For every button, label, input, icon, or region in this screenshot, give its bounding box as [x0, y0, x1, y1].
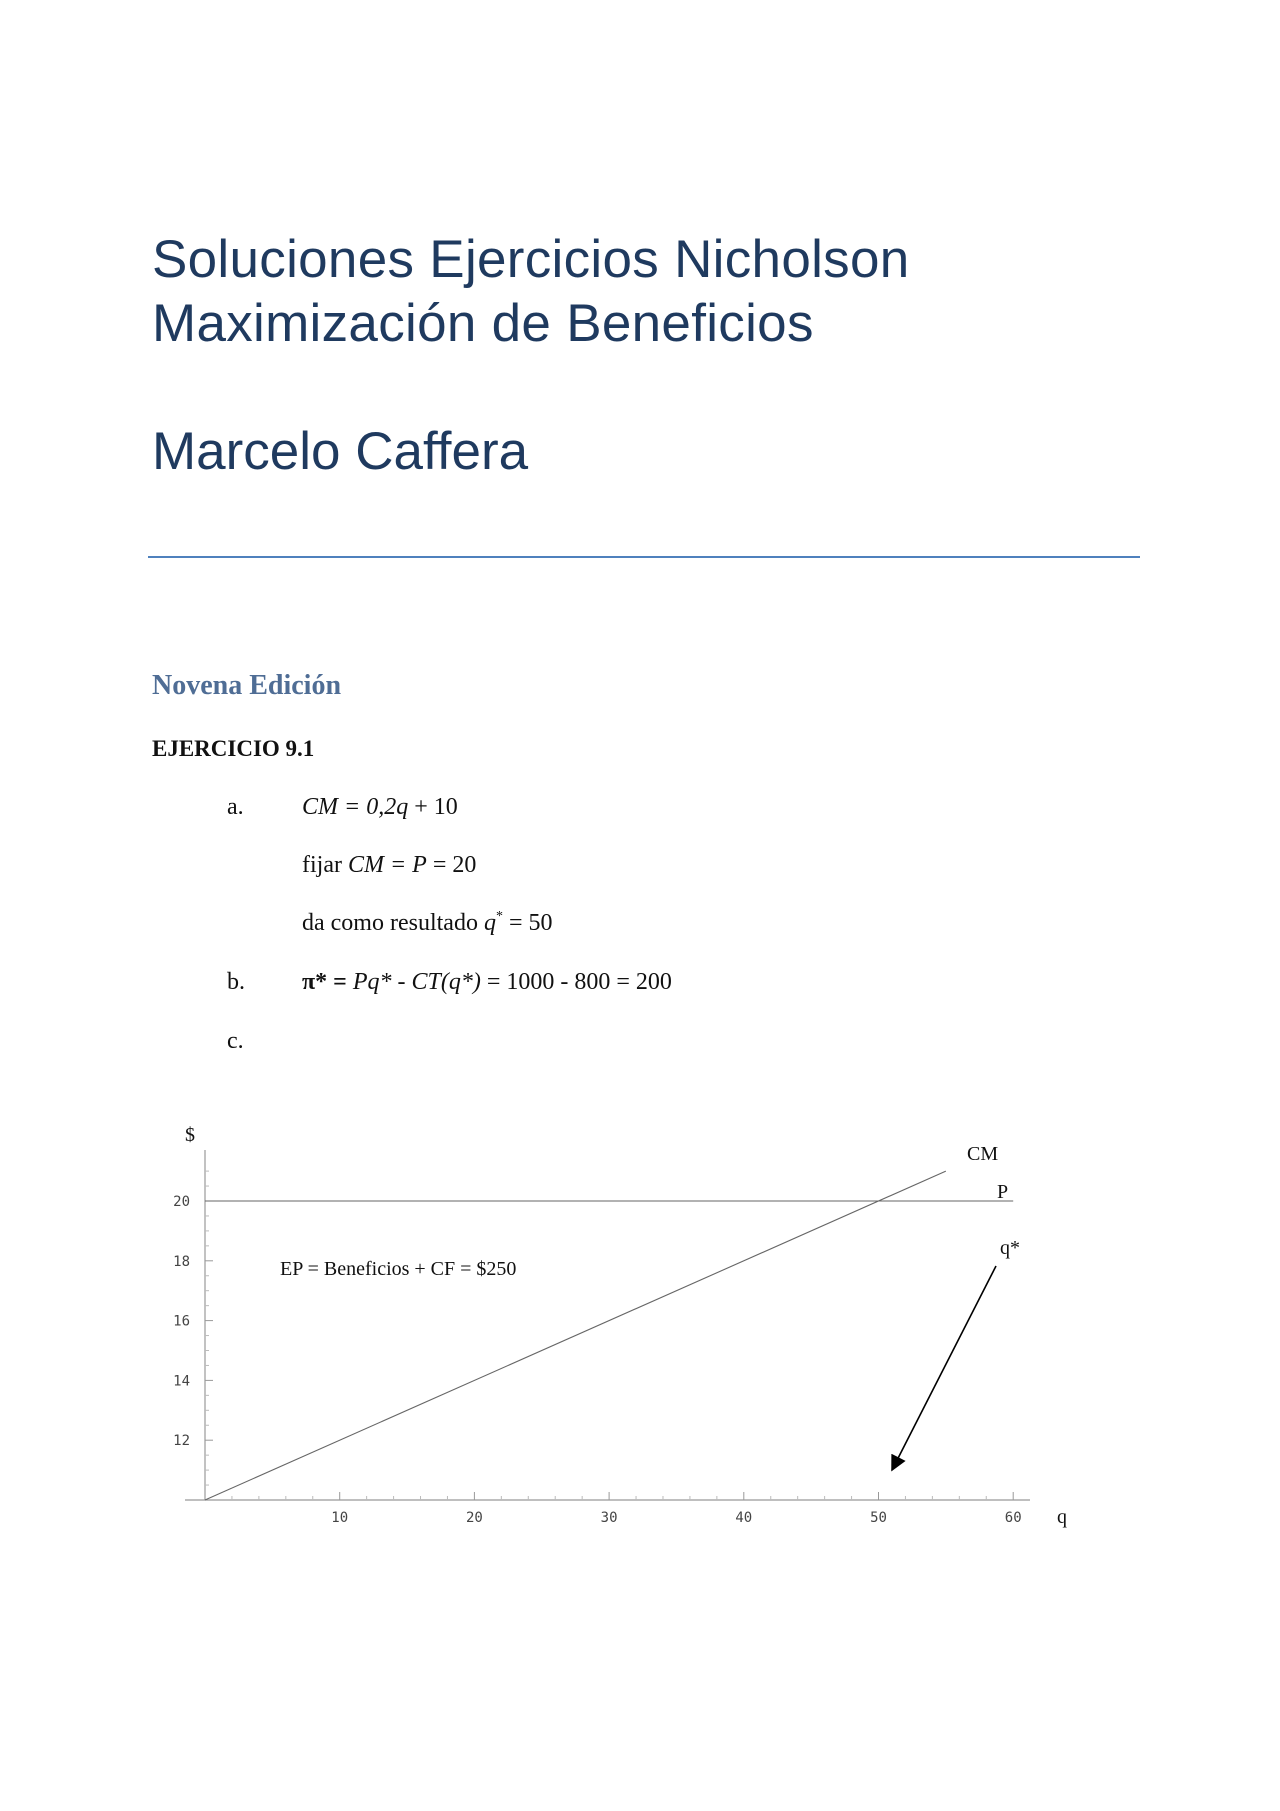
x-axis-label: q: [1057, 1506, 1067, 1528]
annotation-qstar-label: q*: [1000, 1237, 1020, 1259]
series-label-cm: CM: [967, 1143, 999, 1165]
item-b-pi: π* =: [302, 969, 353, 995]
edition-heading: Novena Edición: [152, 670, 342, 701]
item-a-eq-lhs: CM = 0,2q: [302, 794, 409, 820]
x-tick-label: 10: [331, 1510, 349, 1526]
x-tick-label: 60: [1004, 1510, 1022, 1526]
item-a-result-rhs: = 50: [502, 910, 553, 936]
y-tick-label: 12: [173, 1433, 190, 1450]
item-b-letter: b.: [227, 969, 245, 995]
item-a-eq-rhs: + 10: [408, 794, 458, 820]
item-c-letter: c.: [227, 1028, 244, 1054]
x-tick-label: 20: [465, 1510, 483, 1526]
series-label-p: P: [997, 1181, 1009, 1203]
author-name: Marcelo Caffera: [152, 422, 529, 481]
chart-ticks: [173, 1171, 1021, 1526]
x-tick-label: 40: [735, 1510, 753, 1526]
x-tick-label: 30: [600, 1510, 618, 1526]
item-a-fix-prefix: fijar: [302, 852, 348, 878]
y-axis-label: $: [185, 1124, 195, 1146]
y-tick-label: 14: [173, 1373, 190, 1390]
x-tick-label: 50: [870, 1510, 887, 1526]
series-line-cm: [205, 1171, 946, 1500]
item-a-result-sup: *: [495, 909, 503, 924]
item-a-result-var: q: [483, 910, 496, 936]
item-a-fix-rhs: = 20: [426, 852, 477, 878]
annotation-profit-text: EP = Beneficios + CF = $250: [280, 1258, 517, 1280]
exercise-heading: EJERCICIO 9.1: [152, 736, 315, 761]
qstar-arrow: [892, 1266, 996, 1470]
item-b-expr: Pq* - CT(q*): [352, 969, 481, 995]
title-line-2: Maximización de Beneficios: [152, 294, 814, 353]
item-a-result-prefix: da como resultado: [302, 910, 484, 936]
item-a-letter: a.: [227, 794, 244, 820]
chart-series: [205, 1171, 1013, 1500]
y-tick-label: 16: [173, 1313, 190, 1330]
y-tick-label: 20: [173, 1194, 190, 1210]
chart-labels: [185, 1124, 1067, 1528]
item-a-fix-eq: CM = P: [347, 852, 427, 878]
item-b-rhs: = 1000 - 800 = 200: [480, 969, 672, 995]
title-line-1: Soluciones Ejercicios Nicholson: [152, 230, 910, 289]
y-tick-label: 18: [173, 1253, 190, 1270]
